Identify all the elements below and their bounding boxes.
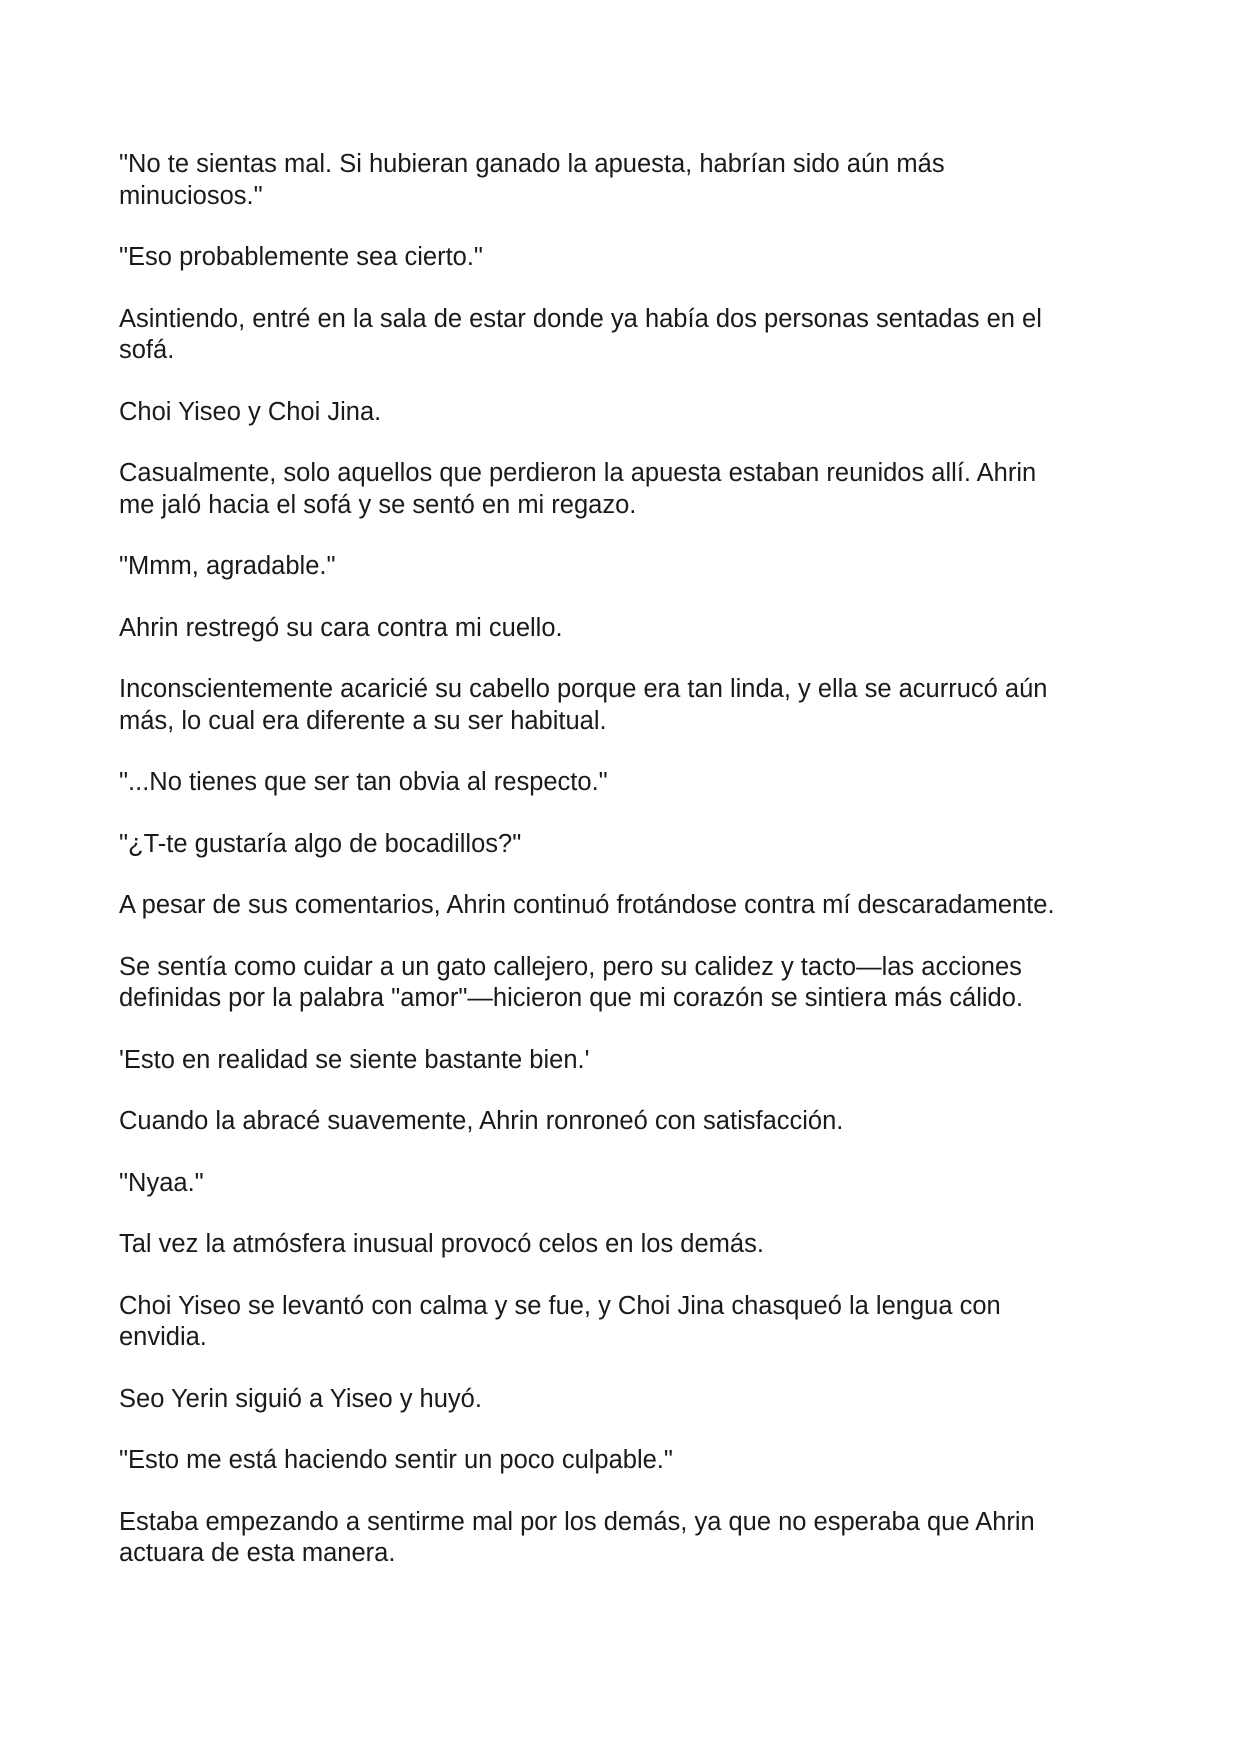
text-line: Tal vez la atmósfera inusual provocó celos en los demás. xyxy=(119,1230,764,1258)
paragraph xyxy=(119,397,1129,429)
text-line: actuara de esta manera. xyxy=(119,1539,396,1567)
document-body xyxy=(119,149,1129,1600)
paragraph xyxy=(119,1291,1129,1354)
text-line: más, lo cual era diferente a su ser habitual. xyxy=(119,706,607,735)
text-line: sofá. xyxy=(119,336,175,364)
paragraph xyxy=(119,1384,1129,1416)
paragraph xyxy=(119,1106,1129,1138)
paragraph xyxy=(119,829,1129,861)
paragraph xyxy=(119,1045,1129,1077)
paragraph xyxy=(119,1507,1129,1570)
text-line: Estaba empezando a sentirme mal por los demás, ya que no esperaba que Ahrin xyxy=(119,1507,1035,1536)
paragraph xyxy=(119,890,1129,922)
paragraph xyxy=(119,551,1129,583)
text-line: Choi Yiseo se levantó con calma y se fue, y Choi Jina chasqueó la lengua con xyxy=(119,1291,1001,1320)
text-line: 'Esto en realidad se siente bastante bien.' xyxy=(119,1045,590,1074)
paragraph xyxy=(119,458,1129,521)
paragraph xyxy=(119,767,1129,799)
text-line: Ahrin restregó su cara contra mi cuello. xyxy=(119,613,563,642)
text-line: me jaló hacia el sofá y se sentó en mi regazo. xyxy=(119,490,637,519)
paragraph xyxy=(119,1168,1129,1200)
paragraph xyxy=(119,613,1129,645)
text-line: Casualmente, solo aquellos que perdieron la apuesta estaban reunidos allí. Ahrin xyxy=(119,459,1037,487)
paragraph xyxy=(119,149,1129,212)
paragraph xyxy=(119,952,1129,1015)
text-line: definidas por la palabra "amor"—hicieron que mi corazón se sintiera más cálido. xyxy=(119,984,1023,1012)
paragraph xyxy=(119,1229,1129,1261)
text-line: Inconscientemente acaricié su cabello porque era tan linda, y ella se acurrucó aún xyxy=(119,675,1048,703)
text-line: "Esto me está haciendo sentir un poco culpable." xyxy=(119,1446,673,1474)
text-line: "...No tienes que ser tan obvia al respecto." xyxy=(119,768,608,796)
paragraph xyxy=(119,1445,1129,1477)
text-line: Seo Yerin siguió a Yiseo y huyó. xyxy=(119,1384,482,1413)
text-line: envidia. xyxy=(119,1323,207,1351)
text-line: "No te sientas mal. Si hubieran ganado la apuesta, habrían sido aún más xyxy=(119,150,945,178)
text-line: "¿T-te gustaría algo de bocadillos?" xyxy=(119,829,522,858)
paragraph xyxy=(119,304,1129,367)
text-line: Choi Yiseo y Choi Jina. xyxy=(119,397,382,426)
text-line: Asintiendo, entré en la sala de estar donde ya había dos personas sentadas en el xyxy=(119,304,1042,333)
text-line: "Mmm, agradable." xyxy=(119,552,336,580)
text-line: Cuando la abracé suavemente, Ahrin ronroneó con satisfacción. xyxy=(119,1107,844,1135)
text-line: Se sentía como cuidar a un gato callejero, pero su calidez y tacto—las acciones xyxy=(119,952,1022,981)
text-line: "Eso probablemente sea cierto." xyxy=(119,243,483,271)
text-line: minuciosos." xyxy=(119,181,263,210)
paragraph xyxy=(119,242,1129,274)
text-line: "Nyaa." xyxy=(119,1168,204,1197)
paragraph xyxy=(119,674,1129,737)
text-line: A pesar de sus comentarios, Ahrin continuó frotándose contra mí descaradamente. xyxy=(119,891,1055,919)
